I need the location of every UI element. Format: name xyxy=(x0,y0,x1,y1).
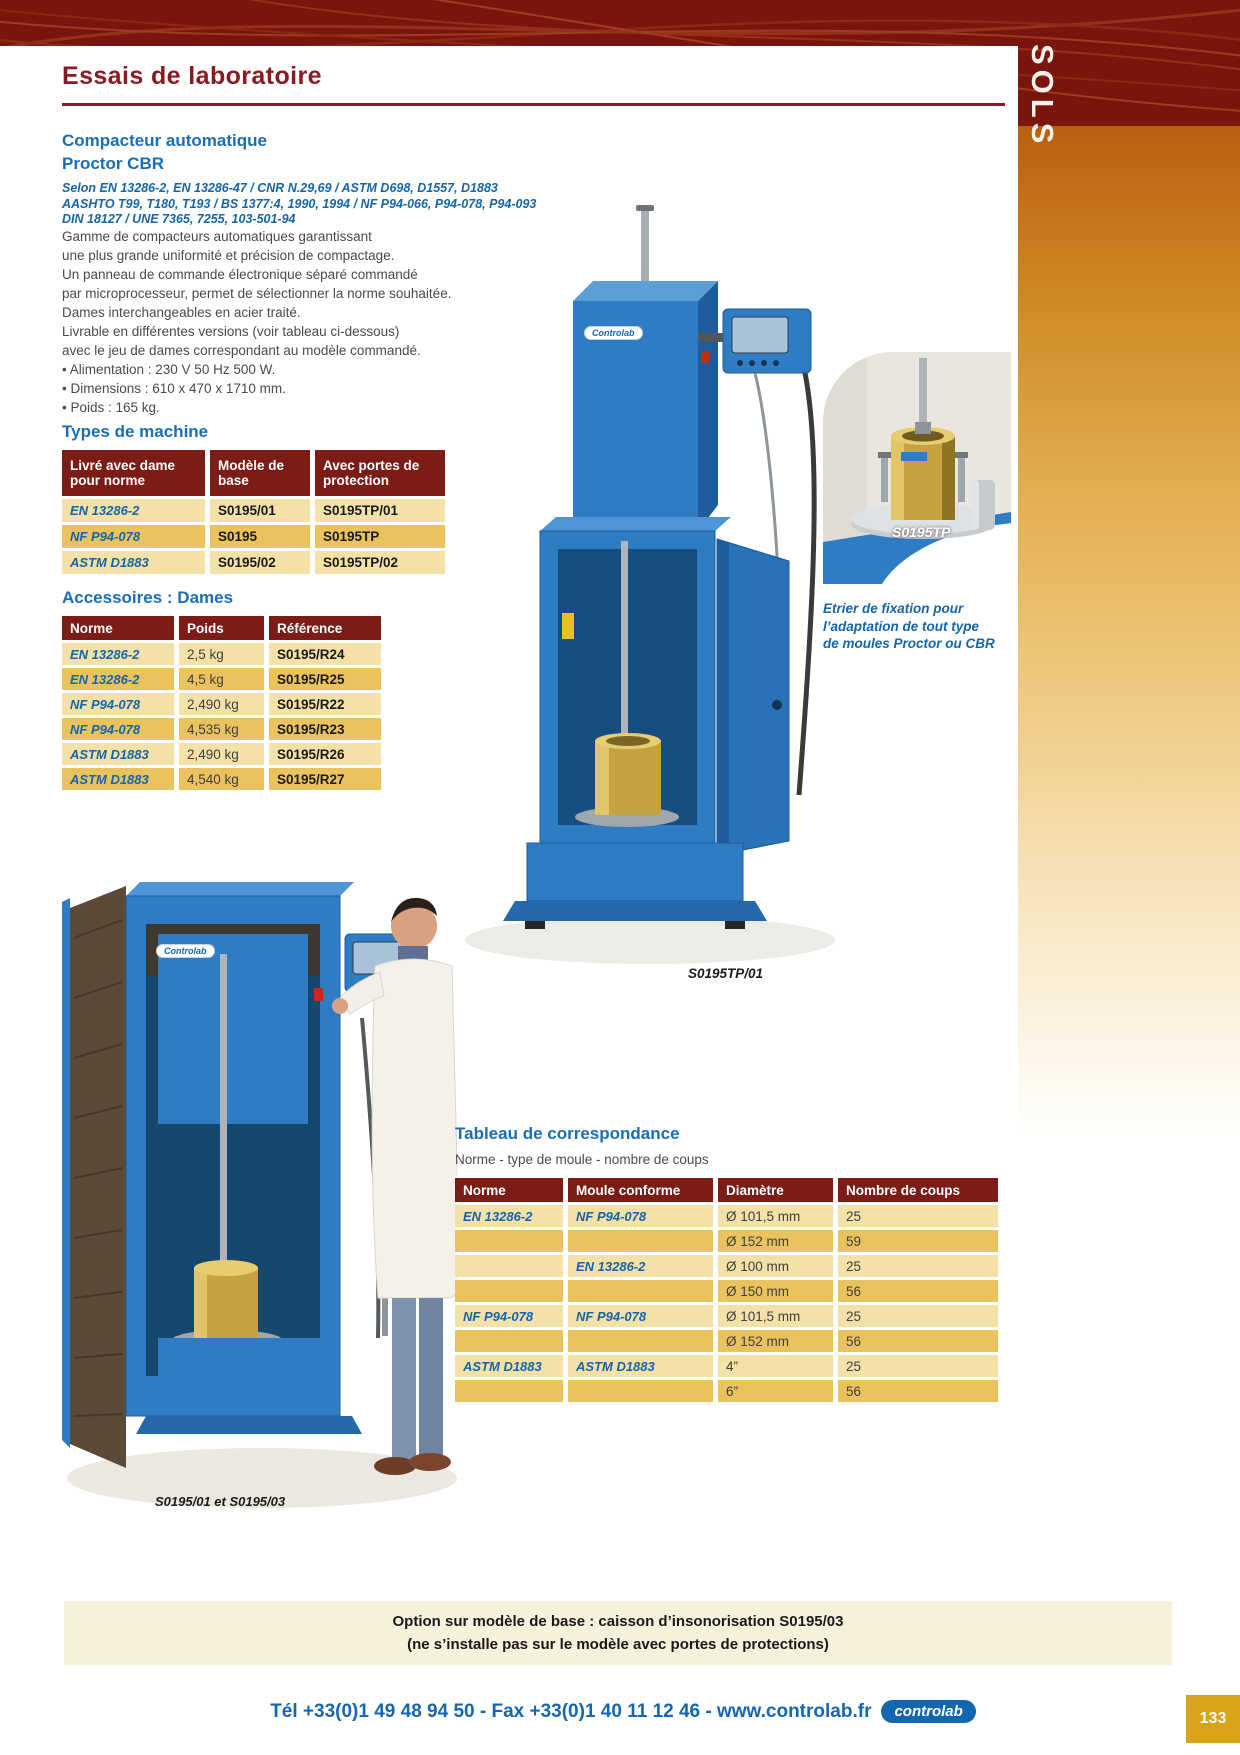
table-cell: Ø 150 mm xyxy=(718,1280,833,1302)
header-cell: Avec portes de protection xyxy=(315,450,445,496)
description-line: Un panneau de commande électronique séparé commandé xyxy=(62,267,418,282)
title-rule xyxy=(62,103,1005,106)
description-block xyxy=(62,227,451,417)
table-cell: NF P94-078 xyxy=(62,525,205,548)
page-title: Essais de laboratoire xyxy=(62,62,322,90)
brand-pill: Controlab xyxy=(156,944,215,958)
header-cell: Moule conforme xyxy=(568,1178,713,1202)
table-cell: Ø 152 mm xyxy=(718,1330,833,1352)
table-cell xyxy=(455,1280,563,1302)
table-cell: Ø 152 mm xyxy=(718,1230,833,1252)
table-cell xyxy=(455,1380,563,1402)
norms-line: Selon EN 13286-2, EN 13286-47 / CNR N.29,69 / ASTM D698, D1557, D1883 xyxy=(62,181,498,195)
table-cell: 4,5 kg xyxy=(179,668,264,690)
header-cell: Modèle de base xyxy=(210,450,310,496)
table-cell: Ø 100 mm xyxy=(718,1255,833,1277)
header-cell: Nombre de coups xyxy=(838,1178,998,1202)
table-cell: Ø 101,5 mm xyxy=(718,1205,833,1227)
section-heading-correspondence: Tableau de correspondance xyxy=(455,1124,680,1143)
table-cell: NF P94-078 xyxy=(455,1305,563,1327)
table-cell xyxy=(455,1230,563,1252)
table-cell xyxy=(568,1380,713,1402)
table-cell: 25 xyxy=(838,1355,998,1377)
table-cell xyxy=(568,1280,713,1302)
table-cell: S0195TP/01 xyxy=(315,499,445,522)
table-cell: 2,5 kg xyxy=(179,643,264,665)
table-cell xyxy=(455,1330,563,1352)
correspondence-table xyxy=(455,1178,998,1402)
right-photo-note xyxy=(823,600,995,653)
header-cell: Diamètre xyxy=(718,1178,833,1202)
table-cell: 25 xyxy=(838,1255,998,1277)
page-number-badge: 133 xyxy=(1186,1695,1240,1743)
table-cell: 2,490 kg xyxy=(179,743,264,765)
description-line: Livrable en différentes versions (voir tableau ci-dessous) xyxy=(62,324,400,339)
right-note-line: de moules Proctor ou CBR xyxy=(823,636,995,651)
types-table xyxy=(62,450,445,574)
table-cell: S0195TP/02 xyxy=(315,551,445,574)
table-cell: S0195/R25 xyxy=(269,668,381,690)
table-cell: NF P94-078 xyxy=(568,1205,713,1227)
table-cell: S0195/R24 xyxy=(269,643,381,665)
product-heading xyxy=(62,129,267,175)
product-heading-line2: Proctor CBR xyxy=(62,154,165,173)
table-cell: 56 xyxy=(838,1380,998,1402)
table-cell: 4,540 kg xyxy=(179,768,264,790)
header-cell: Livré avec dame pour norme xyxy=(62,450,205,496)
mould-clamp-illustration xyxy=(823,352,1011,584)
table-cell: S0195/R23 xyxy=(269,718,381,740)
table-cell: ASTM D1883 xyxy=(455,1355,563,1377)
description-line: Dames interchangeables en acier traité. xyxy=(62,305,301,320)
controlab-logo: controlab xyxy=(881,1700,975,1723)
section-heading-accessories: Accessoires : Dames xyxy=(62,588,234,607)
section-tab-sols: SOLS xyxy=(1025,44,1060,149)
description-line: par microprocesseur, permet de sélectionner la norme souhaitée. xyxy=(62,286,452,301)
table-cell: 56 xyxy=(838,1280,998,1302)
left-cabinet-photo xyxy=(62,868,457,1513)
table-cell: EN 13286-2 xyxy=(568,1255,713,1277)
footer-contact: Tél +33(0)1 49 48 94 50 - Fax +33(0)1 40 11 12 46 - www.controlab.fr xyxy=(270,1700,872,1722)
header-cell: Norme xyxy=(62,616,174,640)
table-cell: S0195 xyxy=(210,525,310,548)
bullet-line: • Poids : 165 kg. xyxy=(62,398,451,417)
table-cell: EN 13286-2 xyxy=(455,1205,563,1227)
table-cell: 4,535 kg xyxy=(179,718,264,740)
table-cell: S0195/R22 xyxy=(269,693,381,715)
header-cell: Référence xyxy=(269,616,381,640)
table-cell xyxy=(455,1255,563,1277)
photo-caption-left: S0195/01 et S0195/03 xyxy=(155,1494,286,1509)
description-line: Gamme de compacteurs automatiques garantissant xyxy=(62,229,372,244)
cabinet-operator-illustration xyxy=(62,868,457,1513)
norms-line: AASHTO T99, T180, T193 / BS 1377:4, 1990, 1994 / NF P94-066, P94-078, P94-093 xyxy=(62,196,537,211)
table-cell: Ø 101,5 mm xyxy=(718,1305,833,1327)
brand-pill: Controlab xyxy=(584,326,643,340)
table-cell: 2,490 kg xyxy=(179,693,264,715)
description-line: une plus grande uniformité et précision de compactage. xyxy=(62,248,395,263)
table-cell: S0195/R27 xyxy=(269,768,381,790)
table-cell: S0195/R26 xyxy=(269,743,381,765)
description-line: avec le jeu de dames correspondant au modèle commandé. xyxy=(62,343,421,358)
option-line: Option sur modèle de base : caisson d’insonorisation S0195/03 xyxy=(392,1613,844,1630)
right-detail-photo xyxy=(823,352,1011,584)
table-cell: 56 xyxy=(838,1330,998,1352)
right-note-line: l’adaptation de tout type xyxy=(823,618,980,634)
table-cell: NF P94-078 xyxy=(62,693,174,715)
table-cell: 25 xyxy=(838,1205,998,1227)
table-cell: S0195TP xyxy=(315,525,445,548)
header-cell: Poids xyxy=(179,616,264,640)
table-cell: NF P94-078 xyxy=(568,1305,713,1327)
accessories-table xyxy=(62,616,381,790)
header-cell: Norme xyxy=(455,1178,563,1202)
bullet-line: • Dimensions : 610 x 470 x 1710 mm. xyxy=(62,379,451,398)
table-cell: S0195/02 xyxy=(210,551,310,574)
table-cell: EN 13286-2 xyxy=(62,499,205,522)
product-heading-line1: Compacteur automatique xyxy=(62,131,267,150)
option-line: (ne s’installe pas sur le modèle avec portes de protections) xyxy=(407,1636,829,1653)
side-gradient-band xyxy=(1018,126,1240,1136)
footer xyxy=(60,1700,1186,1723)
photo-caption-right-overlay: S0195TP xyxy=(892,524,951,540)
table-cell: 6” xyxy=(718,1380,833,1402)
table-cell xyxy=(568,1230,713,1252)
table-cell xyxy=(568,1330,713,1352)
table-cell: S0195/01 xyxy=(210,499,310,522)
table-cell: ASTM D1883 xyxy=(568,1355,713,1377)
table-cell: ASTM D1883 xyxy=(62,551,205,574)
main-product-photo xyxy=(455,205,875,980)
table-cell: 59 xyxy=(838,1230,998,1252)
table-cell: EN 13286-2 xyxy=(62,643,174,665)
table-cell: ASTM D1883 xyxy=(62,768,174,790)
table-cell: ASTM D1883 xyxy=(62,743,174,765)
table-cell: EN 13286-2 xyxy=(62,668,174,690)
table-cell: NF P94-078 xyxy=(62,718,174,740)
norms-line: DIN 18127 / UNE 7365, 7255, 103-501-94 xyxy=(62,212,296,226)
photo-caption-main: S0195TP/01 xyxy=(688,966,764,981)
compactor-illustration xyxy=(455,205,875,980)
correspondence-subtitle: Norme - type de moule - nombre de coups xyxy=(455,1152,709,1167)
table-cell: 25 xyxy=(838,1305,998,1327)
section-heading-types: Types de machine xyxy=(62,422,209,441)
table-cell: 4” xyxy=(718,1355,833,1377)
bullet-line: • Alimentation : 230 V 50 Hz 500 W. xyxy=(62,360,451,379)
right-note-line: Etrier de fixation pour xyxy=(823,601,964,616)
option-box xyxy=(64,1601,1172,1665)
